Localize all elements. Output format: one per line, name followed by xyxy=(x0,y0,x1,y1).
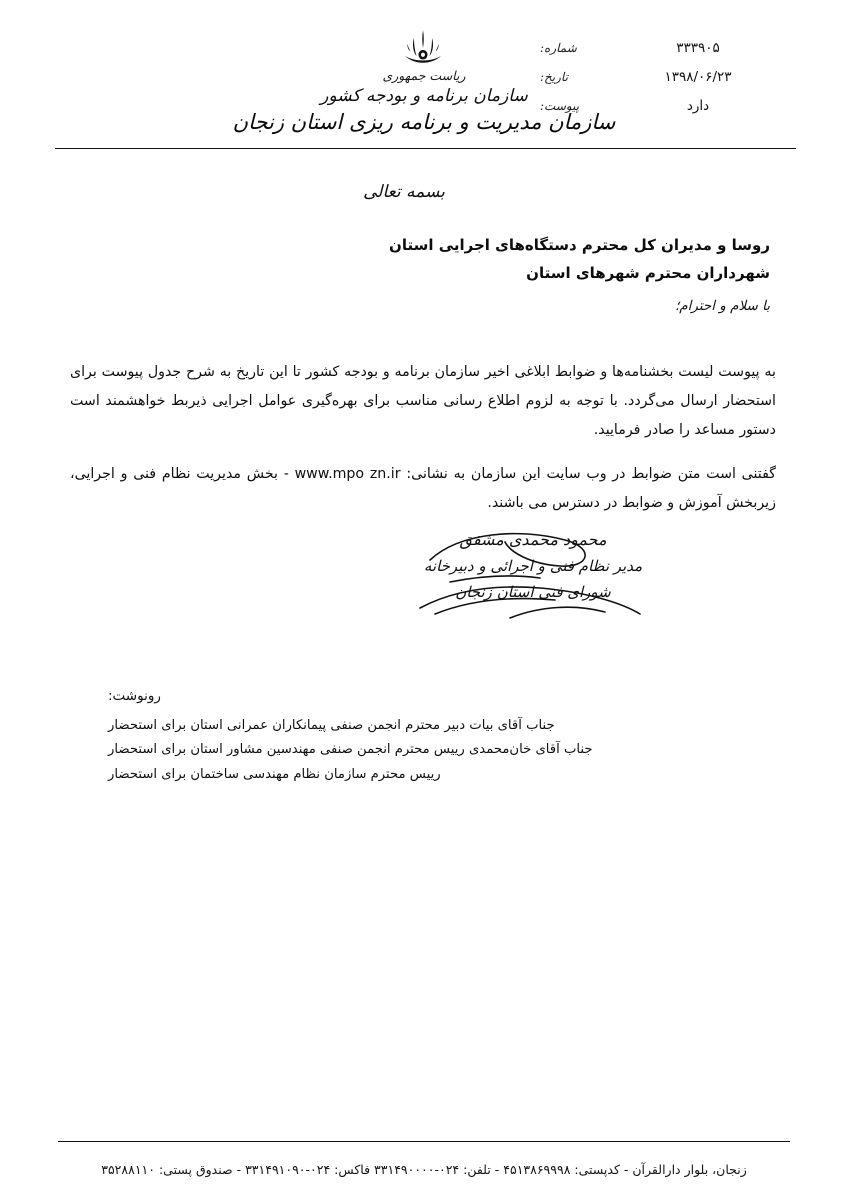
footer-divider xyxy=(58,1141,790,1142)
reference-date-value: ۱۳۹۸/۰۶/۲۳ xyxy=(664,69,732,85)
salutation-text: با سلام و احترام؛ xyxy=(674,298,770,314)
paragraph-1: به پیوست لیست بخشنامه‌ها و ضوابط ابلاغی اخیر سازمان برنامه و بودجه کشور تا این تاریخ به شرح جدول پیوست برای استحضار ارسال می‌گردد. با توجه به لزوم اطلاع رسانی مناسب برای بهره‌گیری عوامل اجرایی ذیربط خواهشمند است دستور مساعد را صادر فرمایید. xyxy=(70,364,776,439)
cc-item-3: رییس محترم سازمان نظام مهندسی ساختمان برای استحضار xyxy=(108,766,441,782)
paragraph-2: گفتنی است متن ضوابط در وب سایت این سازمان به نشانی: www.mpo zn.ir - بخش مدیریت نظام فنی و اجرایی، زیربخش آموزش و ضوابط در دسترس می باشند. xyxy=(70,465,776,511)
org-line-zanjan-province: سازمان مدیریت و برنامه ریزی استان زنجان xyxy=(232,110,616,134)
basmala-text: بسمه تعالی xyxy=(363,182,445,202)
letter-body xyxy=(70,344,776,528)
signer-name: محمود محمدی مشفق xyxy=(459,530,607,549)
signer-title-line-1: مدیر نظام فنی و اجرائی و دبیرخانه xyxy=(423,557,643,575)
cc-item-1: جناب آقای بیات دبیر محترم انجمن صنفی پیمانکاران عمرانی استان برای استحضار xyxy=(108,718,555,733)
header-divider xyxy=(55,148,796,149)
footer-line-1: زنجان، بلوار دارالقرآن - کدپستی: ۴۵۱۳۸۶۹۹۹۸ - تلفن: ۰۲۴-۳۳۱۴۹۰۰۰۰ فاکس: ۰۲۴-۳۳۱۴۹۱۰۹۰ - صندوق پستی: ۳۵۲۸۸۱۱۰ xyxy=(101,1162,747,1178)
reference-attachment-label: پیوست: xyxy=(540,99,580,113)
org-line-presidency: ریاست جمهوری xyxy=(382,68,466,83)
reference-attachment-value: دارد xyxy=(686,98,710,114)
organization-identity xyxy=(0,26,848,134)
addressee-block xyxy=(78,232,770,288)
signature-block xyxy=(408,530,658,601)
cc-item-2: جناب آقای خان‌محمدی رییس محترم انجمن صنفی مهندسین مشاور استان برای استحضار xyxy=(108,742,593,758)
footer-contact-info xyxy=(0,1161,848,1180)
carbon-copy-block xyxy=(70,688,778,787)
reference-number-label: شماره: xyxy=(540,41,577,55)
cc-title: رونوشت: xyxy=(108,688,161,704)
signer-title-line-2: شورای فنی استان زنجان xyxy=(455,583,611,601)
iran-emblem-icon xyxy=(0,26,848,66)
letter-header xyxy=(0,26,848,138)
reference-date-label: تاریخ: xyxy=(540,70,568,84)
org-line-plan-budget: سازمان برنامه و بودجه کشور xyxy=(320,86,528,106)
addressee-line-2: شهرداران محترم شهرهای استان xyxy=(526,263,770,282)
addressee-line-1: روسا و مدیران کل محترم دستگاه‌های اجرایی استان xyxy=(389,236,770,254)
reference-number-value: ۳۳۳۹۰۵ xyxy=(676,40,720,56)
